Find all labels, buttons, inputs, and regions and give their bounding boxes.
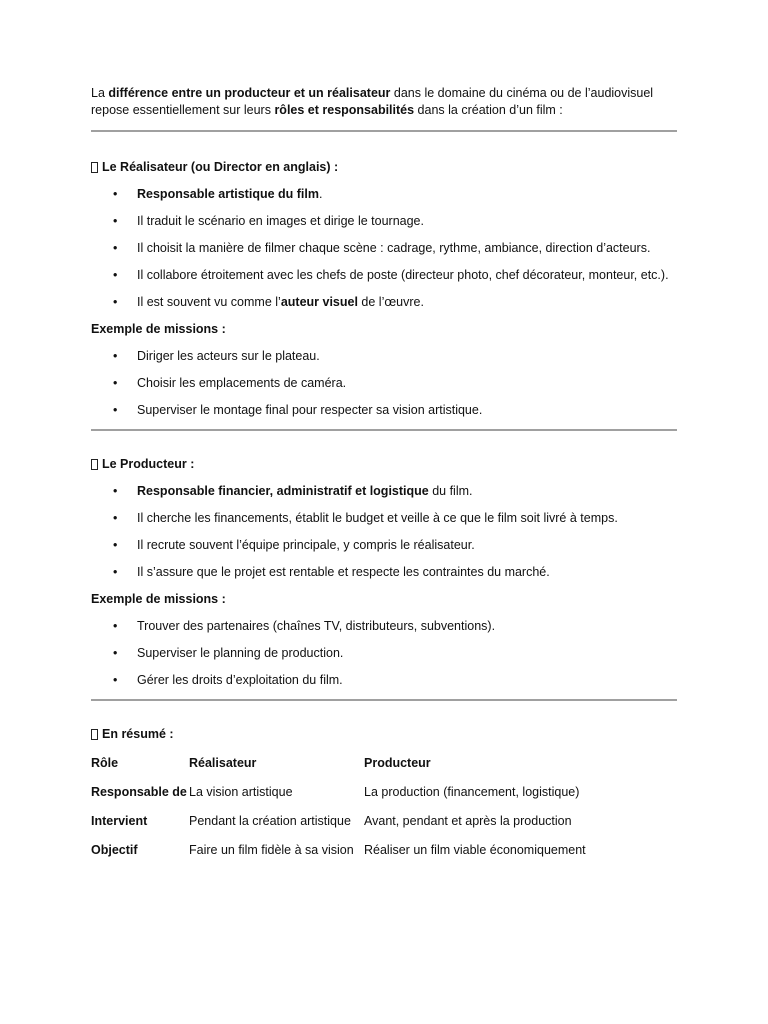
- item-text: Il s’assure que le projet est rentable et respecte les contraintes du marché.: [137, 565, 550, 579]
- list-item: [91, 672, 677, 689]
- table-header-cell: Producteur: [364, 755, 431, 770]
- table-cell: Réaliser un film viable économiquement: [364, 842, 586, 857]
- intro-text: dans la création d’un film :: [414, 103, 563, 117]
- bullet-icon: •: [113, 538, 118, 552]
- table-cell: Faire un film fidèle à sa vision: [189, 842, 354, 857]
- bullet-icon: •: [113, 295, 118, 309]
- list-item: [91, 564, 677, 581]
- realisateur-heading-text: Le Réalisateur (ou Director en anglais) :: [102, 160, 339, 174]
- list-item: [91, 483, 677, 500]
- bullet-icon: •: [113, 511, 118, 525]
- item-text: Il recrute souvent l’équipe principale, y compris le réalisateur.: [137, 538, 475, 552]
- resume-heading-text: En résumé :: [102, 727, 174, 741]
- table-cell: La vision artistique: [189, 784, 293, 799]
- list-item: [91, 618, 677, 635]
- bullet-icon: •: [113, 376, 118, 390]
- bold-text: auteur visuel: [280, 295, 358, 309]
- list-item: [91, 402, 677, 419]
- intro-paragraph: [91, 85, 677, 119]
- intro-text: dans le domaine du cinéma ou de l’audiovisuel repose essentiellement sur leurs: [91, 86, 654, 117]
- resume-heading: [91, 726, 677, 743]
- intro-bold: rôles et responsabilités: [274, 103, 415, 117]
- table-row: [91, 835, 624, 864]
- producteur-missions: [91, 618, 677, 689]
- bullet-icon: •: [113, 673, 118, 687]
- missing-glyph-icon: [91, 459, 98, 470]
- table-cell: Objectif: [91, 842, 138, 857]
- table-cell: Avant, pendant et après la production: [364, 813, 572, 828]
- item-text: Il cherche les financements, établit le budget et veille à ce que le film soit livré à temps.: [137, 511, 618, 525]
- producteur-heading: [91, 456, 677, 473]
- bullet-icon: •: [113, 187, 118, 201]
- intro-text: La: [91, 86, 109, 100]
- table-row: [91, 806, 624, 835]
- table-header-cell: Rôle: [91, 755, 119, 770]
- item-text: de l’œuvre.: [357, 295, 424, 309]
- bullet-icon: •: [113, 349, 118, 363]
- list-item: [91, 294, 677, 311]
- table-cell: Responsable de: [91, 784, 187, 799]
- bullet-icon: •: [113, 214, 118, 228]
- list-item: [91, 510, 677, 527]
- table-header-cell: Réalisateur: [189, 755, 257, 770]
- horizontal-rule: [91, 130, 677, 132]
- list-item: [91, 213, 677, 230]
- item-text: Il choisit la manière de filmer chaque scène : cadrage, rythme, ambiance, direction d’acteurs.: [137, 241, 651, 255]
- producteur-heading-text: Le Producteur :: [102, 457, 195, 471]
- realisateur-heading: [91, 159, 677, 176]
- list-item: [91, 348, 677, 365]
- bullet-icon: •: [113, 241, 118, 255]
- list-item: [91, 375, 677, 392]
- missing-glyph-icon: [91, 729, 98, 740]
- horizontal-rule: [91, 429, 677, 431]
- item-text: Choisir les emplacements de caméra.: [137, 376, 347, 390]
- table-header-row: [91, 748, 624, 777]
- item-text: Superviser le montage final pour respecter sa vision artistique.: [137, 403, 483, 417]
- realisateur-bullets: [91, 186, 677, 311]
- item-text: Il est souvent vu comme l’: [137, 295, 281, 309]
- list-item: [91, 267, 677, 284]
- missing-glyph-icon: [91, 162, 98, 173]
- list-item: [91, 240, 677, 257]
- table-cell: La production (financement, logistique): [364, 784, 580, 799]
- bullet-icon: •: [113, 268, 118, 282]
- bold-text: Responsable financier, administratif et logistique: [137, 484, 429, 498]
- list-item: [91, 645, 677, 662]
- bullet-icon: •: [113, 646, 118, 660]
- table-row: [91, 777, 624, 806]
- item-text: .: [318, 187, 323, 201]
- list-item: [91, 537, 677, 554]
- table-cell: Pendant la création artistique: [189, 813, 351, 828]
- item-text: Diriger les acteurs sur le plateau.: [137, 349, 320, 363]
- bullet-icon: •: [113, 484, 118, 498]
- item-text: du film.: [428, 484, 473, 498]
- bold-text: Responsable artistique du film: [137, 187, 319, 201]
- producteur-missions-heading: Exemple de missions :: [91, 592, 226, 606]
- item-text: Superviser le planning de production.: [137, 646, 344, 660]
- table-cell: Intervient: [91, 813, 148, 828]
- producteur-bullets: [91, 483, 677, 581]
- bullet-icon: •: [113, 619, 118, 633]
- summary-table: [91, 748, 624, 864]
- intro-bold: différence entre un producteur et un réalisateur: [108, 86, 391, 100]
- bullet-icon: •: [113, 403, 118, 417]
- item-text: Il traduit le scénario en images et dirige le tournage.: [137, 214, 424, 228]
- horizontal-rule: [91, 699, 677, 701]
- item-text: Trouver des partenaires (chaînes TV, distributeurs, subventions).: [137, 619, 496, 633]
- list-item: [91, 186, 677, 203]
- bullet-icon: •: [113, 565, 118, 579]
- realisateur-missions: [91, 348, 677, 419]
- realisateur-missions-heading: Exemple de missions :: [91, 322, 226, 336]
- item-text: Gérer les droits d’exploitation du film.: [137, 673, 343, 687]
- item-text: Il collabore étroitement avec les chefs de poste (directeur photo, chef décorateur, monteur, etc.).: [137, 268, 669, 282]
- document-page: [91, 85, 677, 864]
